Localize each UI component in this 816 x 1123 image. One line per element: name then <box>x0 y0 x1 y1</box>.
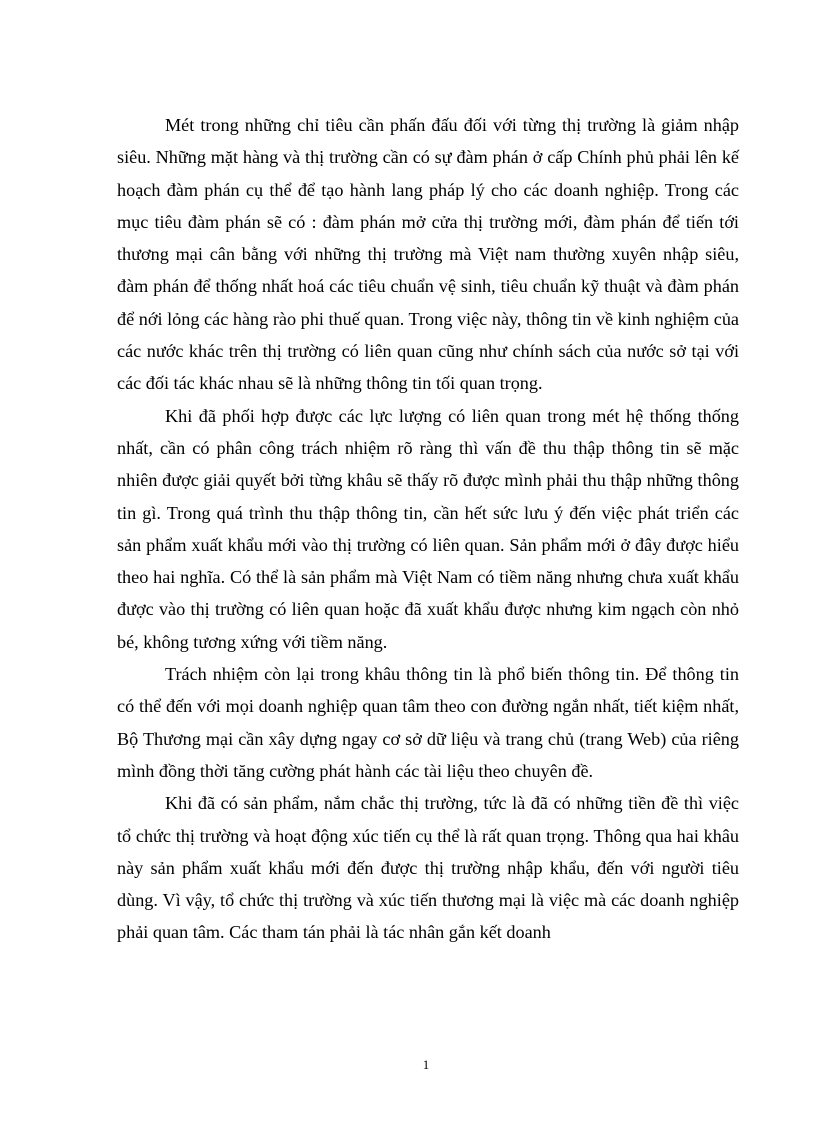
paragraph-4: Khi đã có sản phẩm, nắm chắc thị trường, tức là đã có những tiền đề thì việc tổ chức thị trường và hoạt động xúc tiến cụ thể là rất quan trọng. Thông qua hai khâu này sản phẩm xuất khẩu mới đến được thị trường nhập khẩu, đến với người tiêu dùng. Vì vậy, tổ chức thị trường và xúc tiến thương mại là việc mà các doanh nghiệp phải quan tâm. Các tham tán phải là tác nhân gắn kết doanh <box>117 793 739 943</box>
paragraph-2: Khi đã phối hợp được các lực lượng có liên quan trong mét hệ thống thống nhất, cần có phân công trách nhiệm rõ ràng thì vấn đề thu thập thông tin sẽ mặc nhiên được giải quyết bởi từng khâu sẽ thấy rõ được mình phải thu thập những thông tin gì. Trong quá trình thu thập thông tin, cần hết sức lưu ý đến việc phát triển các sản phẩm xuất khẩu mới vào thị trường có liên quan. Sản phẩm mới ở đây được hiểu theo hai nghĩa. Có thể là sản phẩm mà Việt Nam có tiềm năng nhưng chưa xuất khẩu được vào thị trường có liên quan hoặc đã xuất khẩu được nhưng kim ngạch còn nhỏ bé, không tương xứng với tiềm năng. <box>117 405 739 652</box>
paragraph-3: Trách nhiệm còn lại trong khâu thông tin là phổ biến thông tin. Để thông tin có thể đến với mọi doanh nghiệp quan tâm theo con đường ngắn nhất, tiết kiệm nhất, Bộ Thương mại cần xây dựng ngay cơ sở dữ liệu và trang chủ (trang Web) của riêng mình đồng thời tăng cường phát hành các tài liệu theo chuyên đề. <box>117 664 739 781</box>
page-number: 1 <box>422 1057 430 1072</box>
paragraph-1: Mét trong những chỉ tiêu cần phấn đấu đối với từng thị trường là giảm nhập siêu. Những mặt hàng và thị trường cần có sự đàm phán ở cấp Chính phủ phải lên kế hoạch đàm phán cụ thể để tạo hành lang pháp lý cho các doanh nghiệp. Trong các mục tiêu đàm phán sẽ có : đàm phán mở cửa thị trường mới, đàm phán để tiến tới thương mại cân bằng với những thị trường mà Việt nam thường xuyên nhập siêu, đàm phán để thống nhất hoá các tiêu chuẩn vệ sinh, tiêu chuẩn kỹ thuật và đàm phán để nới lỏng các hàng rào phi thuế quan. Trong việc này, thông tin về kinh nghiệm của các nước khác trên thị trường có liên quan cũng như chính sách của nước sở tại với các đối tác khác nhau sẽ là những thông tin tối quan trọng. <box>117 115 739 394</box>
body-text <box>117 109 739 949</box>
